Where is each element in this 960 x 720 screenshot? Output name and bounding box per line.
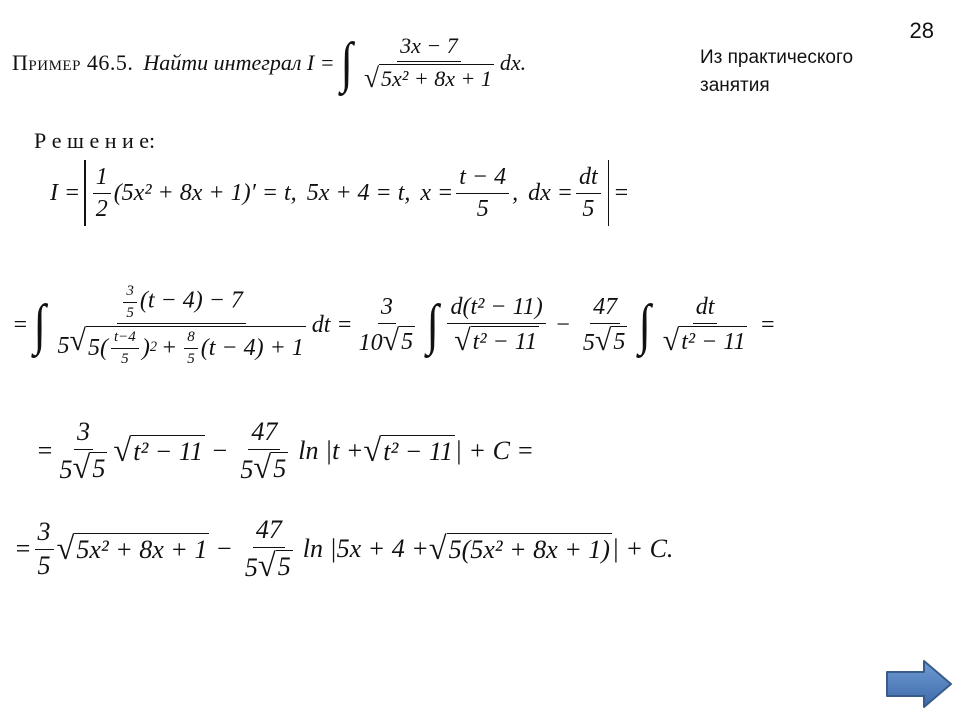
root1: 5x² + 8x + 1 (76, 534, 208, 564)
c1-den: 5 (59, 454, 73, 484)
step1-dx-eq: dx = (528, 179, 573, 206)
step4-result: = $\frac{3}{5}$ √ 5x² + 8x + 1 − 47 5 √ 5 ln |5x + 4 + √ 5(5x² + 8x + 1) | + C. (14, 514, 674, 584)
integrand-denominator: 5x² + 8x + 1 (381, 65, 492, 91)
den-b-num: 8 (184, 329, 198, 349)
step1-substitution (50, 160, 629, 226)
den-sq: 2 (149, 339, 158, 356)
example-dx: dx. (499, 50, 527, 75)
next-slide-button[interactable] (884, 658, 954, 710)
step2-big-fraction: $\frac{3}{5}$ (t − 4) − 7 5 √ 5 ( $\frac{t-4}{5}$ ) 2 + $\frac{8}{5}$ (t − 4) + 1 (57, 283, 304, 367)
root2: t² − 11 (383, 436, 453, 466)
step3-minus: − (210, 436, 229, 465)
num-a: 3 (123, 283, 137, 303)
step1-x-eq: x = (420, 179, 454, 206)
dx-num: dt (576, 164, 601, 193)
right-arrow-icon (884, 658, 954, 710)
x-den: 5 (476, 195, 489, 222)
step3-ln: ln |t + (298, 436, 364, 465)
side-note-line1: Из практического (700, 47, 854, 68)
root1: t² − 11 (133, 436, 203, 466)
step2-eq: = (12, 311, 29, 338)
step1-sub2: 5x + 4 = t, (306, 179, 411, 206)
step3-tail: | + C = (454, 436, 534, 465)
step4-minus: − (215, 534, 233, 563)
solution-label: Р е ш е н и е: (34, 128, 156, 153)
f1-num: d(t² − 11) (447, 294, 545, 323)
half-num: 1 (93, 164, 111, 193)
f2-den: t² − 11 (679, 326, 747, 356)
step1-lhs: I = (50, 179, 81, 206)
c1-num: 3 (35, 518, 54, 550)
integral-sign: ∫ (340, 32, 353, 94)
half-den: 2 (95, 195, 108, 222)
c1-den: 10 (358, 329, 383, 356)
c2-den: 5 (582, 329, 595, 356)
step2-end: = (759, 311, 776, 338)
den-frac-num: t−4 (111, 329, 139, 349)
c2-den: 5 (244, 552, 258, 582)
step2-dt: dt = (311, 311, 353, 338)
c1-num: 3 (378, 294, 396, 323)
step1-eq: = (613, 179, 630, 206)
den-coef: 5 (57, 333, 70, 360)
f2-num: dt (693, 294, 718, 323)
side-note (700, 44, 853, 100)
step3-eq: = (36, 436, 54, 465)
integral-sign: ∫ (426, 294, 439, 356)
step4-tail: | + C. (611, 534, 674, 563)
integrand-numerator: 3x − 7 (397, 34, 461, 61)
integral-sign: ∫ (33, 294, 47, 356)
den-plus: + (161, 334, 178, 361)
f1-den: t² − 11 (471, 326, 539, 356)
slide-number: 28 (909, 18, 934, 43)
example-task: Найти интеграл I = (143, 50, 335, 75)
c1-den: 5 (37, 550, 51, 580)
step2-minus: − (554, 311, 571, 338)
step4-ln: ln |5x + 4 + (302, 534, 429, 563)
c1-num: 3 (74, 418, 93, 450)
example-label: Пример 46.5. (12, 50, 134, 75)
c2-num: 47 (253, 516, 285, 548)
integrand: 3x − 7 √ 5x² + 8x + 1 (363, 33, 492, 93)
num-b: 5 (126, 304, 134, 321)
integral-sign: ∫ (638, 294, 652, 356)
dx-den: 5 (582, 195, 595, 222)
root2: 5(5x² + 8x + 1) (448, 534, 610, 564)
step2-transform: = ∫ $\frac{3}{5}$ (t − 4) − 7 5 √ 5 ( $\frac{t-4}{5}$ ) 2 + $\frac{8}{5}$ (t − 4) + 1 dt = 3 10 √ 5 ∫ d(t² − 11) √ t² − 11 − 47 5 √ 5 ∫ dt √ t² − 11 = (12, 283, 776, 367)
step3-antiderivative: = 3 5 √ 5 √ t² − 11 − 47 5 √ 5 ln |t + √ t² − 11 | + C = (36, 416, 534, 486)
step4-eq: = (14, 534, 32, 563)
c2-num: 47 (590, 294, 620, 323)
c2-num: 47 (248, 418, 280, 450)
num-rest: (t − 4) − 7 (139, 287, 243, 314)
step1-sub1: (5x² + 8x + 1)′ = t, (113, 179, 297, 206)
x-num: t − 4 (456, 164, 509, 193)
example-statement (12, 28, 526, 98)
den-b-den: 5 (187, 350, 195, 367)
side-note-line2: занятия (700, 75, 770, 96)
c2-den: 5 (240, 454, 254, 484)
den-rest: (t − 4) + 1 (200, 334, 304, 361)
step1-comma: , (512, 179, 519, 206)
den-inner-a: 5 (88, 334, 101, 361)
den-frac-den: 5 (121, 350, 129, 367)
